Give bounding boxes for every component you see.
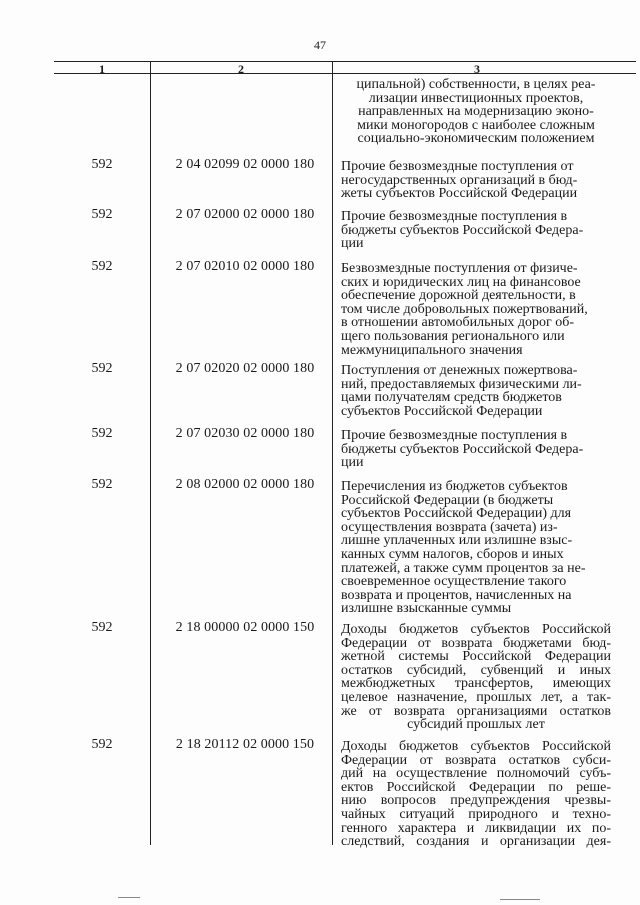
scan-mark	[118, 897, 140, 898]
description-line: Доходы бюджетов субъектов Российской	[341, 622, 611, 637]
description-line: ских и юридических лиц на финансовое	[341, 274, 581, 290]
row-description	[341, 740, 611, 849]
row-description	[341, 262, 611, 357]
row-description	[341, 78, 611, 146]
description-line: цами получателям средств бюджетов	[341, 390, 562, 406]
admin-code: 592	[91, 477, 113, 492]
admin-code: 592	[91, 620, 113, 635]
description-line: в отношении автомобильных дорог об-	[341, 315, 575, 331]
column-header-3: 3	[474, 62, 480, 76]
description-line: щего пользования регионального или	[341, 328, 565, 344]
admin-code: 592	[91, 737, 113, 752]
scan-mark	[500, 899, 540, 900]
budget-classification-code: 2 18 00000 02 0000 150	[175, 620, 315, 635]
description-line: жетной системы Российской Федерации	[341, 649, 611, 665]
description-line: платежей, а также сумм процентов за не-	[341, 560, 586, 576]
description-line: Прочие безвозмездные поступления в	[341, 428, 568, 443]
column-header-2: 2	[238, 62, 244, 76]
description-line: Поступления от денежных пожертвова-	[341, 363, 578, 378]
description-line: ний, предоставляемых физическими ли-	[341, 376, 582, 392]
description-line: осуществления возврата (зачета) из-	[341, 519, 558, 535]
description-line: Федерации от возврата остатков субси-	[341, 752, 611, 768]
row-description	[341, 623, 611, 732]
description-line: Доходы бюджетов субъектов Российской	[341, 739, 611, 754]
budget-classification-code: 2 08 02000 02 0000 180	[175, 477, 315, 492]
description-line: мики моногородов с наиболее сложным	[357, 117, 595, 133]
description-line: целевое назначение, прошлых лет, а так-	[341, 689, 611, 705]
budget-classification-code: 2 04 02099 02 0000 180	[175, 157, 315, 172]
description-line: нию вопросов предупреждения чрезвы-	[341, 793, 611, 809]
description-line: ципальной) собственности, в целях реа-	[356, 77, 596, 92]
description-line: Прочие безвозмездные поступления от	[341, 159, 574, 174]
description-line: генного характера и ликвидации их по-	[341, 820, 611, 836]
budget-classification-code: 2 07 02020 02 0000 180	[175, 361, 315, 376]
description-line: том числе добровольных пожертвований,	[341, 301, 588, 317]
budget-classification-code: 2 07 02000 02 0000 180	[175, 207, 315, 222]
row-description	[341, 160, 611, 201]
description-line: Прочие безвозмездные поступления в	[341, 209, 568, 224]
description-line: чайных ситуаций природного и техно-	[341, 806, 611, 822]
description-line: жеты субъектов Российской Федерации	[341, 186, 578, 202]
description-line: социально-экономическим положением	[357, 131, 595, 147]
admin-code: 592	[91, 207, 113, 222]
description-line: субъектов Российской Федерации	[341, 403, 543, 419]
description-line: ектов Российской Федерации по реше-	[341, 779, 611, 795]
description-line: Безвозмездные поступления от физиче-	[341, 261, 578, 276]
admin-code: 592	[91, 157, 113, 172]
description-line: бюджеты субъектов Российской Федера-	[341, 441, 584, 457]
description-line: направленных на модернизацию эконо-	[358, 104, 594, 120]
page-number: 47	[314, 38, 326, 52]
description-line: субсидий прошлых лет	[407, 717, 545, 733]
admin-code: 592	[91, 259, 113, 274]
description-line: лишне уплаченных или излишне взыс-	[341, 533, 573, 549]
description-line: излишне взысканные суммы	[341, 601, 512, 617]
description-line: обеспечение дорожной деятельности, в	[341, 288, 576, 304]
description-line: субъектов Российской Федерации) для	[341, 506, 572, 522]
budget-classification-code: 2 07 02030 02 0000 180	[175, 426, 315, 441]
description-line: Российской Федерации (в бюджеты	[341, 492, 554, 508]
description-line: остатков субсидий, субвенций и иных	[341, 662, 611, 678]
description-line: ции	[341, 236, 364, 252]
description-line: дий на осуществление полномочий субъ-	[341, 766, 611, 782]
description-line: межбюджетных трансфертов, имеющих	[341, 676, 611, 692]
row-description	[341, 364, 611, 418]
row-description	[341, 210, 611, 251]
budget-classification-code: 2 18 20112 02 0000 150	[175, 737, 315, 752]
row-description	[341, 480, 611, 616]
column-divider-2	[332, 61, 333, 845]
description-line: возврата и процентов, начисленных на	[341, 587, 572, 603]
description-line: лизации инвестиционных проектов,	[368, 90, 584, 106]
row-description	[341, 429, 611, 470]
description-line: межмуниципального значения	[341, 342, 523, 358]
column-header-1: 1	[99, 62, 105, 76]
description-line: канных сумм налогов, сборов и иных	[341, 546, 564, 562]
description-line: следствий, создания и организации дея-	[341, 834, 611, 850]
description-line: же от возврата организациями остатков	[341, 703, 611, 719]
budget-classification-code: 2 07 02010 02 0000 180	[175, 259, 315, 274]
description-line: своевременное осуществление такого	[341, 574, 567, 590]
description-line: Перечисления из бюджетов субъектов	[341, 479, 568, 494]
admin-code: 592	[91, 426, 113, 441]
description-line: бюджеты субъектов Российской Федера-	[341, 222, 584, 238]
description-line: ции	[341, 455, 364, 471]
description-line: негосударственных организаций в бюд-	[341, 172, 578, 188]
column-divider-1	[150, 61, 151, 845]
description-line: Федерации от возврата бюджетами бюд-	[341, 635, 611, 651]
admin-code: 592	[91, 361, 113, 376]
